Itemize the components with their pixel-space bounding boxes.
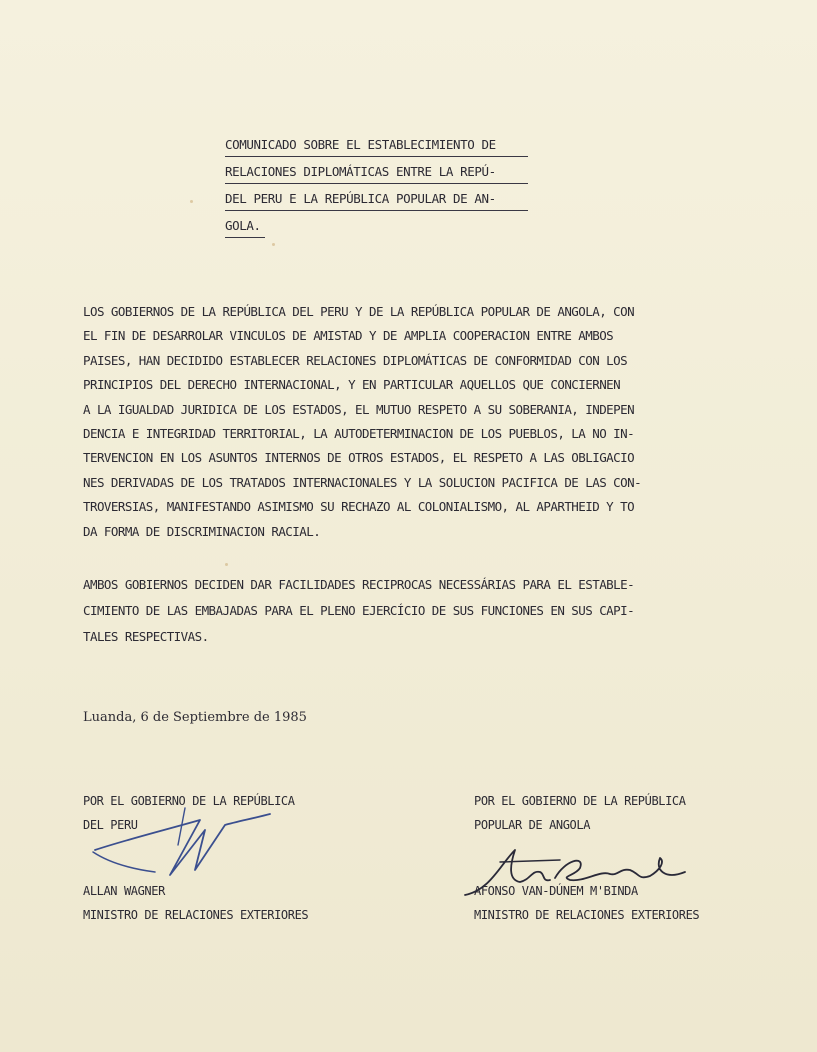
paper-speck — [272, 243, 275, 246]
paragraph-line: LOS GOBIERNOS DE LA REPÚBLICA DEL PERU Y DE LA REPÚBLICA POPULAR DE ANGOLA, CON — [83, 304, 635, 319]
communique-title — [225, 134, 535, 242]
paragraph-line: EL FIN DE DESARROLAR VINCULOS DE AMISTAD Y DE AMPLIA COOPERACION ENTRE AMBOS — [83, 328, 614, 344]
paragraph-line: TROVERSIAS, MANIFESTANDO ASIMISMO SU RECHAZO AL COLONIALISMO, AL APARTHEID Y TO — [83, 499, 635, 515]
paragraph-line: PRINCIPIOS DEL DERECHO INTERNACIONAL, Y EN PARTICULAR AQUELLOS QUE CONCIERNEN — [83, 377, 621, 393]
signatory-heading: POR EL GOBIERNO DE LA REPÚBLICA — [83, 794, 295, 808]
paragraph-embassies — [83, 572, 733, 650]
date-line: Luanda, 6 de Septiembre de 1985 — [83, 710, 307, 725]
paragraph-line: A LA IGUALDAD JURIDICA DE LOS ESTADOS, EL MUTUO RESPETO A SU SOBERANIA, INDEPEN — [83, 401, 635, 417]
paragraph-line: DENCIA E INTEGRIDAD TERRITORIAL, LA AUTODETERMINACION DE LOS PUEBLOS, LA NO IN- — [83, 426, 635, 442]
signature-angola — [460, 840, 690, 900]
signatory-country: DEL PERU — [83, 818, 138, 832]
paragraph-main — [83, 300, 733, 544]
paragraph-line: PAISES, HAN DECIDIDO ESTABLECER RELACIONES DIPLOMÁTICAS DE CONFORMIDAD CON LOS — [83, 352, 628, 368]
signatory-role: MINISTRO DE RELACIONES EXTERIORES — [474, 908, 700, 922]
title-line: GOLA. — [225, 215, 265, 238]
paper-speck — [190, 200, 193, 203]
title-line: DEL PERU E LA REPÚBLICA POPULAR DE AN- — [225, 188, 528, 211]
signatory-name: AFONSO VAN-DÚNEM M'BINDA — [474, 884, 638, 898]
paragraph-line: TERVENCION EN LOS ASUNTOS INTERNOS DE OTROS ESTADOS, EL RESPETO A LAS OBLIGACIO — [83, 450, 635, 466]
signatory-country: POPULAR DE ANGOLA — [474, 818, 591, 832]
paragraph-line: CIMIENTO DE LAS EMBAJADAS PARA EL PLENO EJERCÍCIO DE SUS FUNCIONES EN SUS CAPI- — [83, 603, 635, 618]
signatory-name: ALLAN WAGNER — [83, 884, 165, 898]
signature-peru — [85, 800, 275, 880]
title-line: COMUNICADO SOBRE EL ESTABLECIMIENTO DE — [225, 134, 528, 157]
title-line: RELACIONES DIPLOMÁTICAS ENTRE LA REPÚ- — [225, 161, 528, 184]
paragraph-line: TALES RESPECTIVAS. — [83, 629, 209, 644]
paragraph-line: AMBOS GOBIERNOS DECIDEN DAR FACILIDADES RECIPROCAS NECESSÁRIAS PARA EL ESTABLE- — [83, 577, 635, 592]
signatory-role: MINISTRO DE RELACIONES EXTERIORES — [83, 908, 309, 922]
signatory-heading: POR EL GOBIERNO DE LA REPÚBLICA — [474, 794, 686, 808]
paragraph-line: DA FORMA DE DISCRIMINACION RACIAL. — [83, 523, 321, 539]
paper-speck — [225, 563, 228, 566]
paragraph-line: NES DERIVADAS DE LOS TRATADOS INTERNACIONALES Y LA SOLUCION PACIFICA DE LAS CON- — [83, 474, 642, 490]
